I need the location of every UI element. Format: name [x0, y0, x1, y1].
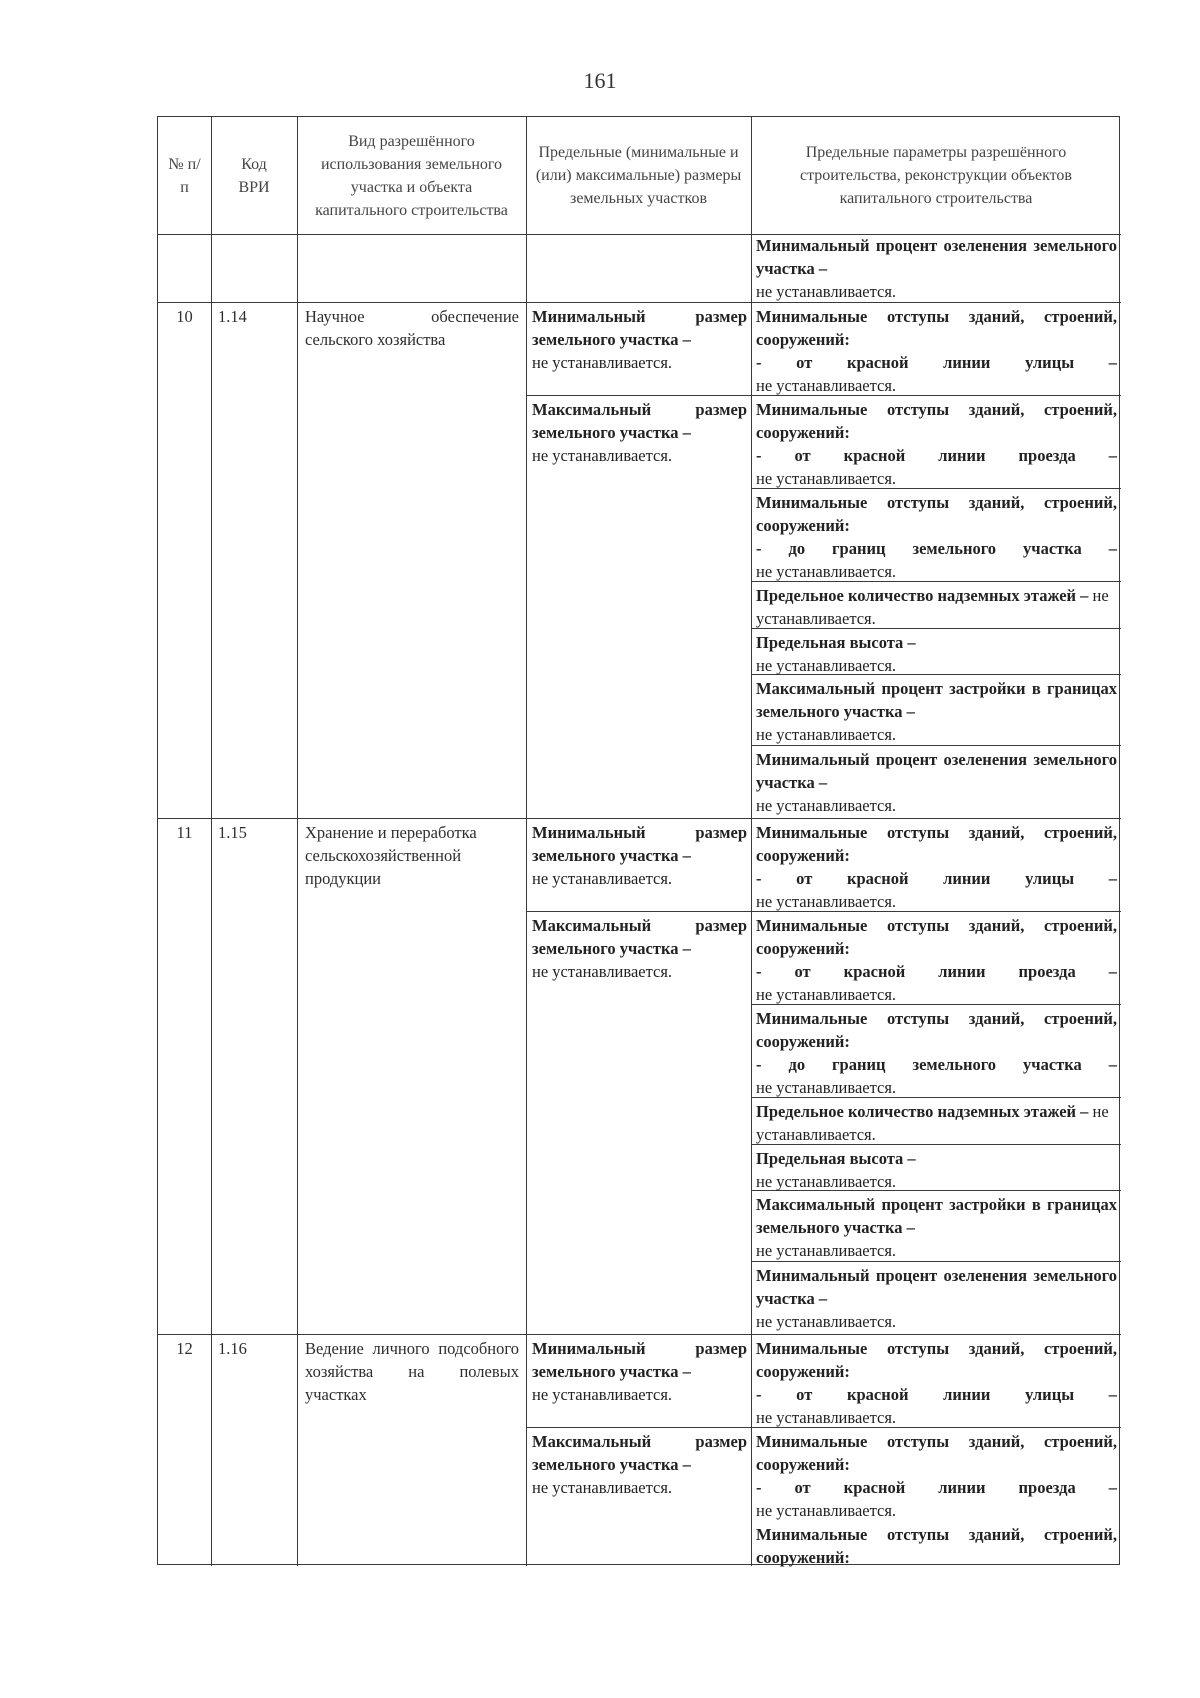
regulations-table [157, 116, 1120, 1565]
max-plot-size [532, 1430, 747, 1499]
param-value: не устанавливается. [756, 656, 897, 675]
param-title: Предельная высота – [756, 1149, 916, 1168]
param-value: не устанавливается. [756, 796, 897, 815]
param-detail: - от красной линии улицы – [756, 1385, 1117, 1404]
use-type-name: Ведение личного подсобного хозяйства на полевых участках [305, 1339, 519, 1404]
param-title: Минимальные отступы зданий, строений, сооружений: [756, 307, 1117, 349]
param-height [756, 631, 1117, 677]
row-border [158, 818, 1121, 819]
param-floors [756, 1100, 1117, 1146]
param-value: не устанавливается. [756, 1501, 897, 1520]
param-value: не устанавливается. [756, 985, 897, 1004]
max-plot-size [532, 914, 747, 983]
param-detail: - от красной линии проезда – [756, 962, 1117, 981]
param-detail: - от красной линии проезда – [756, 1478, 1117, 1497]
param-value: не устанавливается. [756, 376, 897, 395]
param-setback-street [756, 1337, 1117, 1429]
param-title: Минимальные отступы зданий, строений, сооружений: [756, 916, 1117, 958]
size-title: Максимальный размер земельного участка – [532, 1432, 747, 1474]
param-setback-boundary [756, 491, 1117, 583]
size-value: не устанавливается. [532, 962, 673, 981]
param-max-coverage [756, 677, 1117, 746]
param-title: Минимальные отступы зданий, строений, сооружений: [756, 1339, 1117, 1381]
param-detail: - от красной линии улицы – [756, 353, 1117, 372]
size-cell-border [526, 911, 751, 912]
param-value: не устанавливается. [756, 1172, 897, 1191]
param-setback-boundary [756, 1523, 1117, 1569]
param-title: Предельное количество надземных этажей – [756, 586, 1089, 605]
size-value: не устанавливается. [532, 869, 673, 888]
header-use-type: Вид разрешённого использования земельного участка и объекта капитального строительства [315, 132, 508, 219]
header-num: № п/п [168, 155, 201, 196]
param-value: не устанавливается. [756, 1241, 897, 1260]
vri-code: 1.14 [218, 307, 247, 326]
param-setback-boundary [756, 1007, 1117, 1099]
param-title: Минимальные отступы зданий, строений, сооружений: [756, 1525, 1117, 1567]
header-plot-size: Предельные (минимальные и (или) максимальные) размеры земельных участков [535, 144, 742, 207]
param-title: Максимальный процент застройки в границах земельного участка – [756, 1195, 1117, 1237]
param-value: не устанавливается. [756, 1312, 897, 1331]
min-plot-size [532, 1337, 747, 1406]
param-value: не устанавливается. [756, 282, 897, 301]
size-title: Минимальный размер земельного участка – [532, 823, 747, 865]
size-title: Минимальный размер земельного участка – [532, 307, 747, 349]
param-setback-passage [756, 398, 1117, 490]
param-min-greening [756, 748, 1117, 817]
param-detail: - от красной линии улицы – [756, 869, 1117, 888]
column-border [751, 117, 752, 1566]
column-border [211, 117, 212, 1566]
min-plot-size [532, 821, 747, 890]
param-height [756, 1147, 1117, 1193]
param-value: не устанавливается. [756, 469, 897, 488]
row-number: 11 [176, 823, 193, 842]
header-build-params: Предельные параметры разрешённого строительства, реконструкции объектов капитального строительства [800, 144, 1072, 207]
size-value: не устанавливается. [532, 1385, 673, 1404]
param-value: не устанавливается. [756, 562, 897, 581]
max-plot-size [532, 398, 747, 467]
param-title: Минимальные отступы зданий, строений, сооружений: [756, 1432, 1117, 1474]
size-title: Максимальный размер земельного участка – [532, 916, 747, 958]
param-min-greening [756, 1264, 1117, 1333]
param-value: не устанавливается. [756, 1408, 897, 1427]
use-type-name: Научное обеспечение сельского хозяйства [305, 307, 519, 349]
column-border [297, 117, 298, 1566]
param-detail: - до границ земельного участка – [756, 1055, 1117, 1074]
param-title: Минимальные отступы зданий, строений, сооружений: [756, 400, 1117, 442]
param-title: Минимальные отступы зданий, строений, сооружений: [756, 493, 1117, 535]
param-setback-street [756, 821, 1117, 913]
param-setback-passage [756, 914, 1117, 1006]
param-max-coverage [756, 1193, 1117, 1262]
min-plot-size [532, 305, 747, 374]
header-code: Код ВРИ [238, 155, 270, 196]
param-floors [756, 584, 1117, 630]
vri-code: 1.15 [218, 823, 247, 842]
param-value: не устанавливается. [756, 1102, 1109, 1144]
param-value: не устанавливается. [756, 586, 1109, 628]
vri-code: 1.16 [218, 1339, 247, 1358]
param-value: не устанавливается. [756, 892, 897, 911]
param-title: Минимальный процент озеленения земельного участка – [756, 236, 1117, 278]
size-title: Максимальный размер земельного участка – [532, 400, 747, 442]
param-title: Предельное количество надземных этажей – [756, 1102, 1089, 1121]
param-setback-passage [756, 1430, 1117, 1522]
param-title: Максимальный процент застройки в границах земельного участка – [756, 679, 1117, 721]
param-detail: - до границ земельного участка – [756, 539, 1117, 558]
use-type-name: Хранение и переработка сельскохозяйственной продукции [305, 823, 477, 888]
param-value: не устанавливается. [756, 725, 897, 744]
param-detail: - от красной линии проезда – [756, 446, 1117, 465]
size-value: не устанавливается. [532, 1478, 673, 1497]
row-number: 10 [176, 307, 193, 326]
param-title: Минимальные отступы зданий, строений, сооружений: [756, 1009, 1117, 1051]
column-border [526, 117, 527, 1566]
size-value: не устанавливается. [532, 353, 673, 372]
param-title: Минимальные отступы зданий, строений, сооружений: [756, 823, 1117, 865]
size-cell-border [526, 1427, 751, 1428]
param-value: не устанавливается. [756, 1078, 897, 1097]
row-border [158, 1334, 1121, 1335]
row-number: 12 [176, 1339, 193, 1358]
param-setback-street [756, 305, 1117, 397]
param-title: Минимальный процент озеленения земельного участка – [756, 1266, 1117, 1308]
param-title: Предельная высота – [756, 633, 916, 652]
size-title: Минимальный размер земельного участка – [532, 1339, 747, 1381]
page-number: 161 [583, 68, 617, 93]
size-value: не устанавливается. [532, 446, 673, 465]
carry-param-greening [756, 234, 1117, 303]
size-cell-border [526, 395, 751, 396]
param-title: Минимальный процент озеленения земельного участка – [756, 750, 1117, 792]
